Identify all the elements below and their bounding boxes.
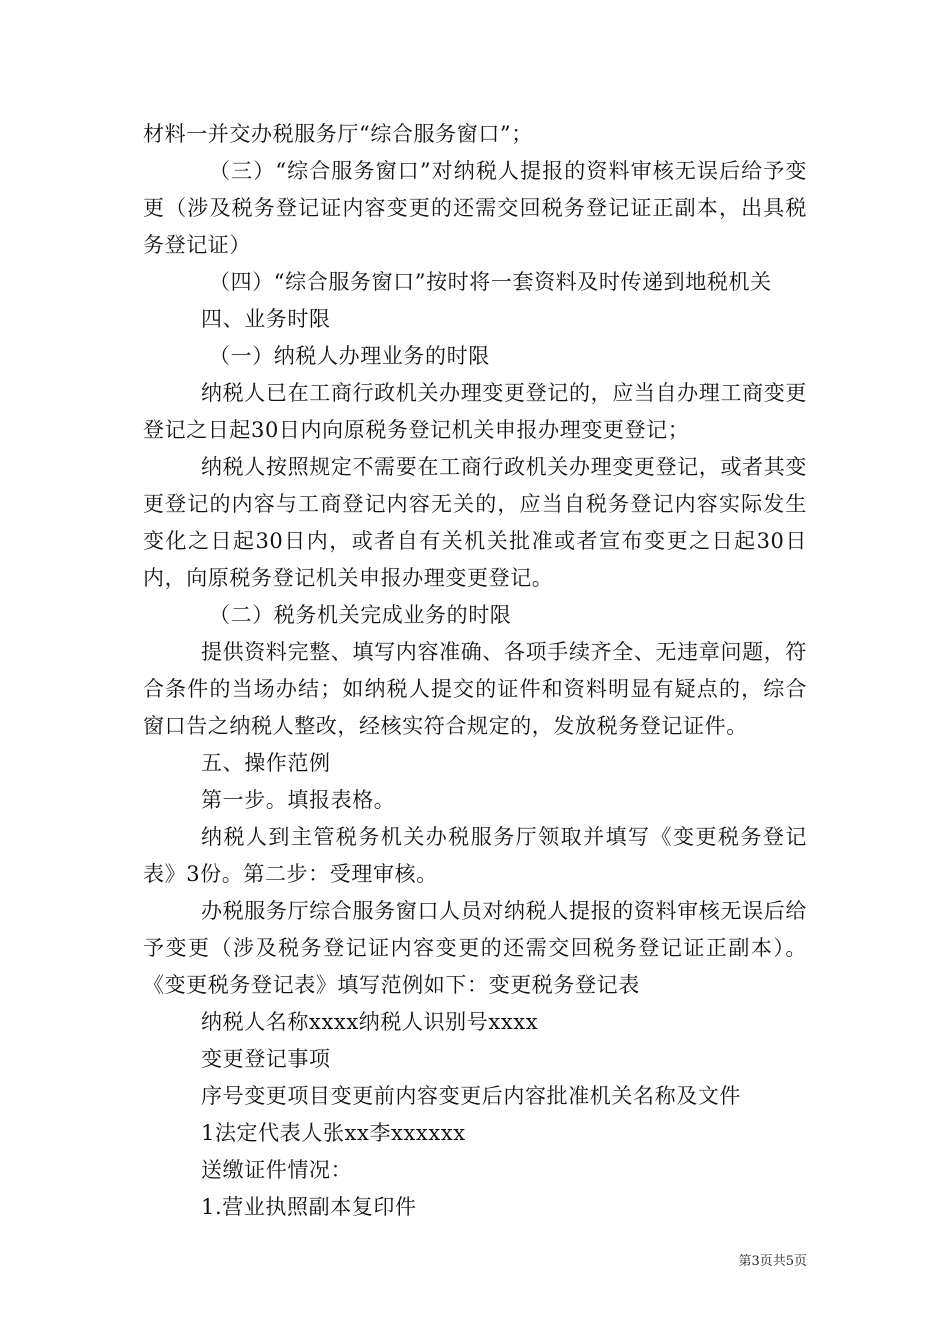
paragraph: 1.营业执照副本复印件 [201, 1195, 417, 1219]
paragraph: 1法定代表人张xx李xxxxxx [201, 1121, 466, 1145]
section-heading: 五、操作范例 [201, 751, 331, 775]
subsection-heading: （二）税务机关完成业务的时限 [209, 603, 512, 627]
paragraph: 纳税人名称xxxx纳税人识别号xxxx [201, 1010, 539, 1034]
paragraph: 纳税人按照规定不需要在工商行政机关办理变更登记，或者其变更登记的内容与工商登记内容无关的，应当自税务登记内容实际发生变化之日起30日内，或者自有关机关批准或者宣布变更之日起30日内，向原税务登记机关申报办理变更登记。 [143, 455, 807, 590]
paragraph: 材料一并交办税服务厅“综合服务窗口”； [143, 122, 533, 146]
paragraph: （三）“综合服务窗口”对纳税人提报的资料审核无误后给予变更（涉及税务登记证内容变更的还需交回税务登记证正副本，出具税务登记证） [143, 159, 807, 257]
paragraph: 变更登记事项 [201, 1047, 331, 1071]
subsection-heading: （一）纳税人办理业务的时限 [209, 344, 490, 368]
paragraph: 送缴证件情况： [201, 1158, 353, 1182]
paragraph: 序号变更项目变更前内容变更后内容批准机关名称及文件 [201, 1084, 741, 1108]
document-body [143, 116, 807, 1226]
paragraph: 纳税人到主管税务机关办税服务厅领取并填写《变更税务登记表》3份。第二步：受理审核。 [143, 825, 807, 886]
paragraph: 第一步。填报表格。 [201, 788, 396, 812]
paragraph: 纳税人已在工商行政机关办理变更登记的，应当自办理工商变更登记之日起30日内向原税务登记机关申报办理变更登记； [143, 381, 807, 442]
paragraph: （四）“综合服务窗口”按时将一套资料及时传递到地税机关 [209, 270, 772, 294]
paragraph: 提供资料完整、填写内容准确、各项手续齐全、无违章问题，符合条件的当场办结；如纳税人提交的证件和资料明显有疑点的，综合窗口告之纳税人整改，经核实符合规定的，发放税务登记证件。 [143, 640, 807, 738]
page-number: 第3页共5页 [738, 1254, 807, 1269]
section-heading: 四、业务时限 [201, 307, 331, 331]
paragraph: 办税服务厅综合服务窗口人员对纳税人提报的资料审核无误后给予变更（涉及税务登记证内容变更的还需交回税务登记证正副本）。《变更税务登记表》填写范例如下：变更税务登记表 [143, 899, 807, 997]
